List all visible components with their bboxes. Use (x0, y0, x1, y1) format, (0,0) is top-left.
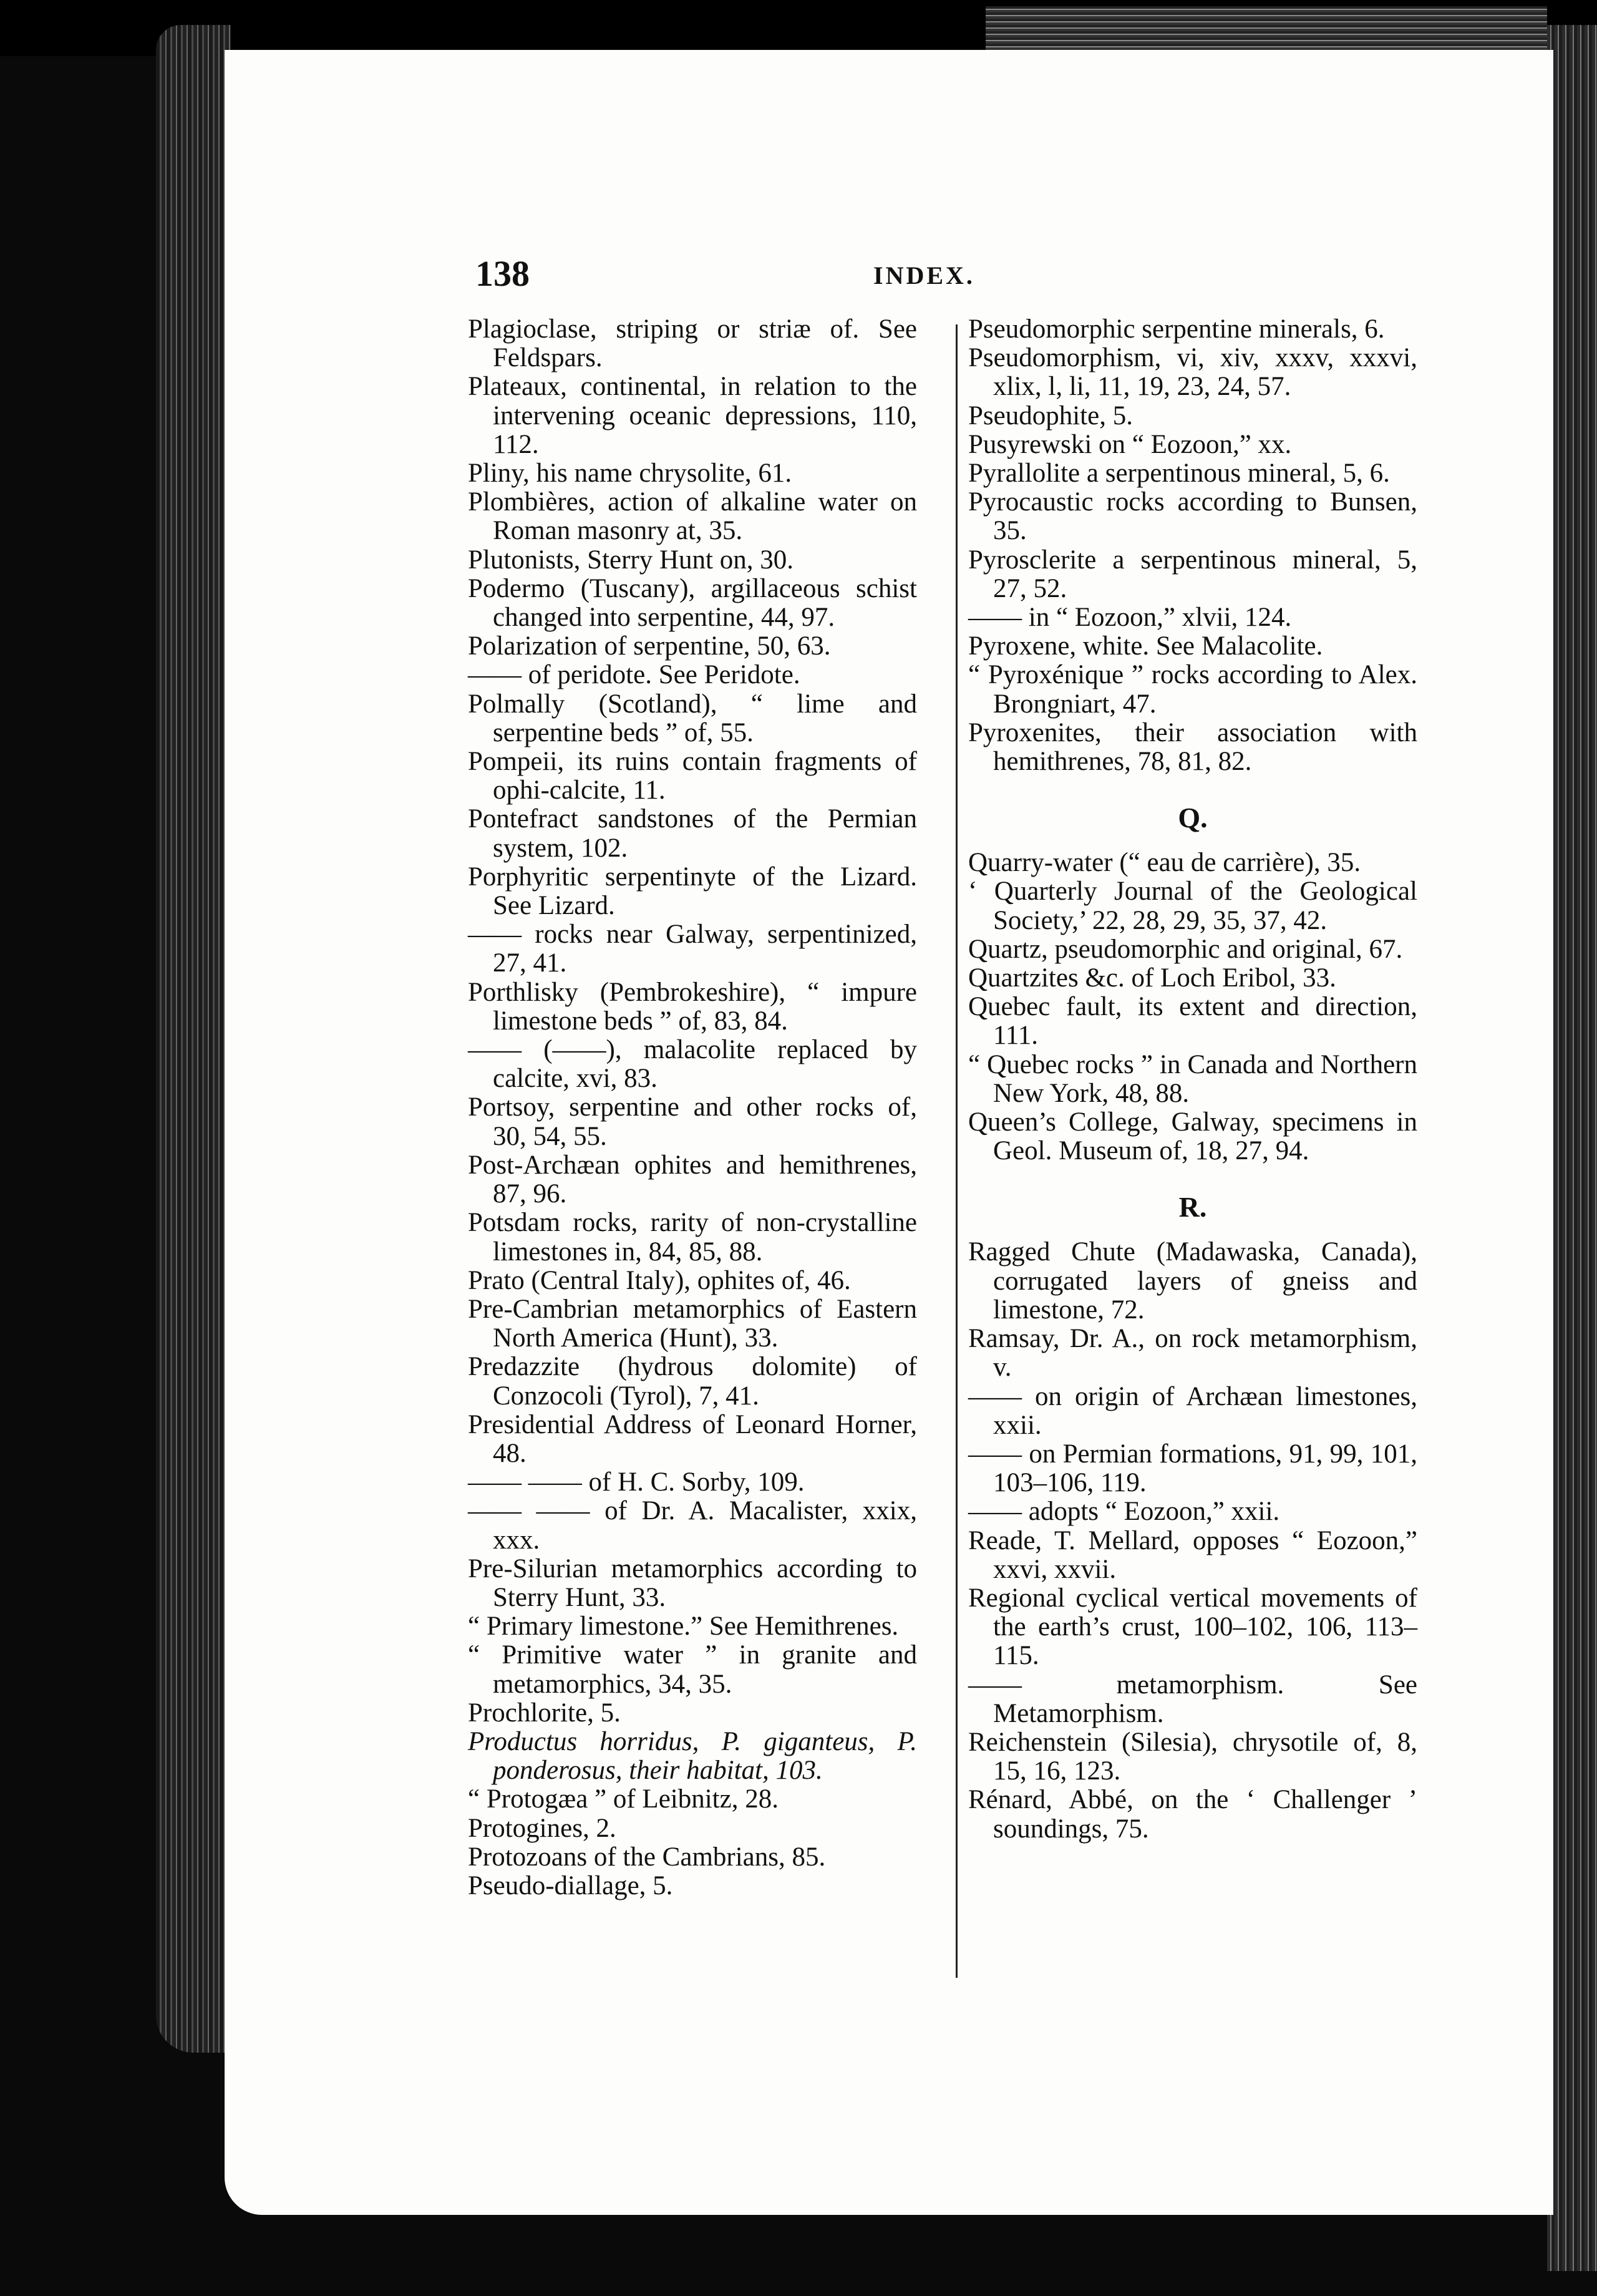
index-entry: Podermo (Tuscany), argillaceous schist changed into serpentine, 44, 97. (468, 573, 917, 633)
index-entry: “ Primitive water ” in granite and metamorphics, 34, 35. (468, 1640, 917, 1699)
index-entry: —— adopts “ Eozoon,” xxii. (968, 1497, 1280, 1527)
index-entry: Rénard, Abbé, on the ‘ Challenger ’ soundings, 75. (968, 1785, 1417, 1844)
index-entry: Pre-Cambrian metamorphics of Eastern North America (Hunt), 33. (468, 1294, 917, 1353)
index-entry: Pliny, his name chrysolite, 61. (468, 459, 792, 489)
right-column (968, 315, 1417, 1844)
index-entry: “ Primary limestone.” See Hemithrenes. (468, 1612, 899, 1642)
index-entry: Polmally (Scotland), “ lime and serpentine beds ” of, 55. (468, 689, 917, 747)
running-head: INDEX. (873, 261, 975, 289)
index-entry: Pseudomorphic serpentine minerals, 6. (968, 314, 1385, 344)
index-entry: Quarry-water (“ eau de carrière), 35. (968, 848, 1361, 878)
index-entry: Porthlisky (Pembrokeshire), “ impure limestone beds ” of, 83, 84. (468, 977, 917, 1036)
index-entry: —— —— of Dr. A. Macalister, xxix, xxx. (468, 1496, 917, 1555)
index-entry: Pseudophite, 5. (968, 401, 1133, 430)
index-entry: Prochlorite, 5. (468, 1698, 621, 1728)
index-entry: Plagioclase, striping or striæ of. See Feldspars. (468, 314, 917, 373)
index-entry: —— (——), malacolite replaced by calcite, xvi, 83. (468, 1035, 917, 1094)
index-entry: Regional cyclical vertical movements of the earth’s crust, 100–102, 106, 113–115. (968, 1583, 1417, 1671)
index-entry: Pre-Silurian metamorphics according to Sterry Hunt, 33. (468, 1554, 917, 1612)
index-entry: Polarization of serpentine, 50, 63. (468, 631, 831, 661)
index-entry: Pyrosclerite a serpentinous mineral, 5, 27, 52. (968, 545, 1417, 603)
index-entry: Presidential Address of Leonard Horner, 48. (468, 1409, 917, 1468)
book-spine (156, 25, 231, 2053)
index-entry: —— on Permian formations, 91, 99, 101, 103–106, 119. (968, 1439, 1417, 1498)
index-entry: Reade, T. Mellard, opposes “ Eozoon,” xxvi, xxvii. (968, 1525, 1417, 1584)
index-entry: Quartz, pseudomorphic and original, 67. (968, 934, 1403, 964)
index-entry: —— on origin of Archæan limestones, xxii. (968, 1381, 1417, 1440)
index-entry: Plutonists, Sterry Hunt on, 30. (468, 545, 794, 575)
index-entry: Pyrallolite a serpentinous mineral, 5, 6. (968, 459, 1390, 489)
section-letter-q: Q. (1178, 802, 1208, 834)
index-entry: Protozoans of the Cambrians, 85. (468, 1842, 826, 1872)
index-entry: —— rocks near Galway, serpentinized, 27, 41. (468, 920, 917, 978)
index-entry: Predazzite (hydrous dolomite) of Conzocoli (Tyrol), 7, 41. (468, 1352, 917, 1411)
index-entry: Ramsay, Dr. A., on rock metamorphism, v. (968, 1324, 1417, 1383)
book-page-edges (1547, 25, 1597, 2271)
index-entry: Pompeii, its ruins contain fragments of ophi-calcite, 11. (468, 747, 917, 805)
index-entry: “ Quebec rocks ” in Canada and Northern New York, 48, 88. (968, 1049, 1417, 1108)
index-entry: Productus horridus, P. giganteus, P. ponderosus, their habitat, 103. (468, 1726, 917, 1786)
index-entry: Pyroxenites, their association with hemithrenes, 78, 81, 82. (968, 718, 1417, 777)
index-entry: Pusyrewski on “ Eozoon,” xx. (968, 429, 1292, 459)
section-letter-r: R. (1178, 1191, 1207, 1223)
index-entry: Prato (Central Italy), ophites of, 46. (468, 1265, 851, 1295)
index-entry: Porphyritic serpentinyte of the Lizard. See Lizard. (468, 862, 917, 921)
index-entry: Plateaux, continental, in relation to the intervening oceanic depressions, 110, 112. (468, 372, 917, 459)
index-entry: Protogines, 2. (468, 1813, 616, 1843)
index-entry: Plombières, action of alkaline water on Roman masonry at, 35. (468, 487, 917, 546)
index-entry: Ragged Chute (Madawaska, Canada), corrugated layers of gneiss and limestone, 72. (968, 1237, 1417, 1325)
index-entry: Potsdam rocks, rarity of non-crystalline limestones in, 84, 85, 88. (468, 1208, 917, 1267)
index-entry: Portsoy, serpentine and other rocks of, 30, 54, 55. (468, 1092, 917, 1151)
index-entry: Pseudo-diallage, 5. (468, 1870, 673, 1900)
index-entry: Pyroxene, white. See Malacolite. (968, 631, 1323, 661)
index-entry: Post-Archæan ophites and hemithrenes, 87, 96. (468, 1150, 917, 1209)
index-entry: —— metamorphism. See Metamorphism. (968, 1670, 1417, 1728)
left-column (468, 315, 917, 1900)
index-entry: Pseudomorphism, vi, xiv, xxxv, xxxvi, xlix, l, li, 11, 19, 23, 24, 57. (968, 343, 1417, 402)
index-entry: Quebec fault, its extent and direction, 111. (968, 992, 1417, 1051)
index-entry: Quartzites &c. of Loch Eribol, 33. (968, 963, 1336, 993)
index-entry: —— —— of H. C. Sorby, 109. (468, 1467, 805, 1497)
index-entry: “ Pyroxénique ” rocks according to Alex. Brongniart, 47. (968, 660, 1417, 719)
index-entry: Reichenstein (Silesia), chrysotile of, 8, 15, 16, 123. (968, 1727, 1417, 1786)
index-entry: Pyrocaustic rocks according to Bunsen, 35. (968, 487, 1417, 546)
column-divider (956, 324, 958, 1978)
page-number: 138 (475, 253, 530, 294)
index-entry: —— in “ Eozoon,” xlvii, 124. (968, 603, 1292, 633)
index-entry: “ Protogæa ” of Leibnitz, 28. (468, 1784, 779, 1814)
index-entry: Pontefract sandstones of the Permian system, 102. (468, 804, 917, 863)
index-entry: Queen’s College, Galway, specimens in Geol. Museum of, 18, 27, 94. (968, 1107, 1417, 1166)
index-entry: —— of peridote. See Peridote. (468, 660, 800, 690)
index-entry: ‘ Quarterly Journal of the Geological Society,’ 22, 28, 29, 35, 37, 42. (968, 877, 1417, 935)
